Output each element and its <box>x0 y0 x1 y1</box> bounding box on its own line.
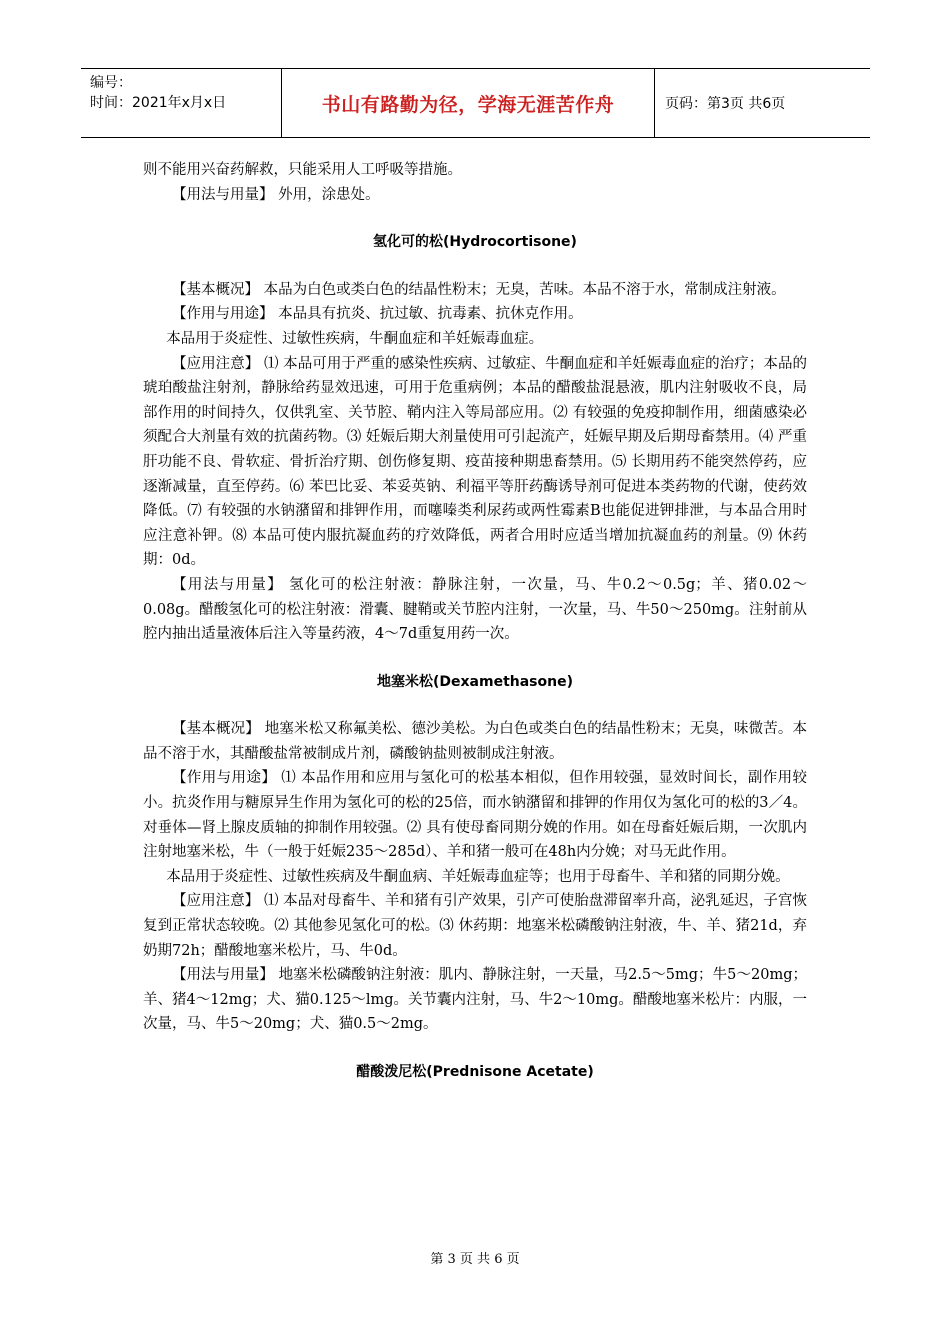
section-title-dexamethasone: 地塞米松(Dexamethasone) <box>377 673 573 690</box>
paragraph: 则不能用兴奋药解救，只能采用人工呼吸等措施。 <box>143 162 462 178</box>
paragraph: 【作用与用途】 ⑴ 本品作用和应用与氢化可的松基本相似，但作用较强，显效时间长，副作用较小。抗炎作用与糖原异生作用为氢化可的松的25倍，而水钠潴留和排钾的作用仅为氢化可的松的3／4。对垂体—肾上腺皮质轴的抑制作用较强。⑵ 具有使母畜同期分娩的作用。如在母畜妊娠后期，一次肌内注射地塞米松，牛（一般于妊娠235～285d）、羊和猪一般可在48h内分娩；对马无此作用。 <box>143 770 807 861</box>
paragraph: 【用法与用量】 氢化可的松注射液：静脉注射，一次量，马、牛0.2～0.5g；羊、猪0.02～0.08g。醋酸氢化可的松注射液：滑囊、腱鞘或关节腔内注射，一次量，马、牛50～250mg。注射前从腔内抽出适量液体后注入等量药液，4～7d重复用药一次。 <box>143 576 807 643</box>
header-motto: 书山有路勤为径，学海无涯苦作舟 <box>282 69 655 137</box>
paragraph: 【基本概况】 地塞米松又称氟美松、德沙美松。为白色或类白色的结晶性粉末；无臭，味微苦。本品不溶于水，其醋酸盐常被制成片剂，磷酸钠盐则被制成注射液。 <box>143 721 807 762</box>
serial-label: 编号： <box>90 75 132 91</box>
page-header <box>81 68 870 138</box>
section-title-hydrocortisone: 氢化可的松(Hydrocortisone) <box>373 234 577 251</box>
paragraph: 【应用注意】 ⑴ 本品对母畜牛、羊和猪有引产效果，引产可使胎盘滞留率升高，泌乳延迟，子宫恢复到正常状态较晚。⑵ 其他参见氢化可的松。⑶ 休药期：地塞米松磷酸钠注射液，牛、羊、猪21d，弃奶期72h；醋酸地塞米松片，马、牛0d。 <box>143 893 807 959</box>
section-title-prednisone-acetate: 醋酸泼尼松(Prednisone Acetate) <box>356 1064 594 1080</box>
paragraph: 本品用于炎症性、过敏性疾病，牛酮血症和羊妊娠毒血症。 <box>166 330 544 347</box>
document-body <box>143 158 807 1085</box>
paragraph: 【基本概况】 本品为白色或类白色的结晶性粉末；无臭，苦味。本品不溶于水，常制成注射液。 <box>172 281 786 298</box>
time-label: 时间：2021年x月x日 <box>90 95 227 111</box>
paragraph: 【应用注意】 ⑴ 本品可用于严重的感染性疾病、过敏症、牛酮血症和羊妊娠毒血症的治疗；本品的琥珀酸盐注射剂，静脉给药显效迅速，可用于危重病例；本品的醋酸盐混悬液，肌内注射吸收不良，局部作用的时间持久，仅供乳室、关节腔、鞘内注入等局部应用。⑵ 有较强的免疫抑制作用，细菌感染必须配合大剂量有效的抗菌药物。⑶ 妊娠后期大剂量使用可引起流产，妊娠早期及后期母畜禁用。⑷ 严重肝功能不良、骨软症、骨折治疗期、创伤修复期、疫苗接种期患畜禁用。⑸ 长期用药不能突然停药，应逐渐减量，直至停药。⑹ 苯巴比妥、苯妥英钠、利福平等肝药酶诱导剂可促进本类药物的代谢，使药效降低。⑺ 有较强的水钠潴留和排钾作用，而噻嗪类利尿药或两性霉素B也能促进钾排泄，与本品合用时应注意补钾。⑻ 本品可使内服抗凝血药的疗效降低，两者合用时应适当增加抗凝血药的剂量。⑼ 休药期：0d。 <box>143 355 807 569</box>
header-page-info: 页码：第3页 共6页 <box>665 96 786 112</box>
page-footer: 第 3 页 共 6 页 <box>430 1252 520 1267</box>
paragraph: 本品用于炎症性、过敏性疾病及牛酮血病、羊妊娠毒血症等；也用于母畜牛、羊和猪的同期分娩。 <box>166 868 790 885</box>
header-meta <box>81 69 282 137</box>
paragraph: 【用法与用量】 外用，涂患处。 <box>172 186 380 203</box>
paragraph: 【作用与用途】 本品具有抗炎、抗过敏、抗毒素、抗休克作用。 <box>172 306 583 323</box>
paragraph: 【用法与用量】 地塞米松磷酸钠注射液：肌内、静脉注射，一天量，马2.5～5mg；牛5～20mg；羊、猪4～12mg；犬、猫0.125～lmg。关节囊内注射，马、牛2～10mg。醋酸地塞米松片：内服，一次量，马、牛5～20mg；犬、猫0.5～2mg。 <box>143 967 807 1033</box>
